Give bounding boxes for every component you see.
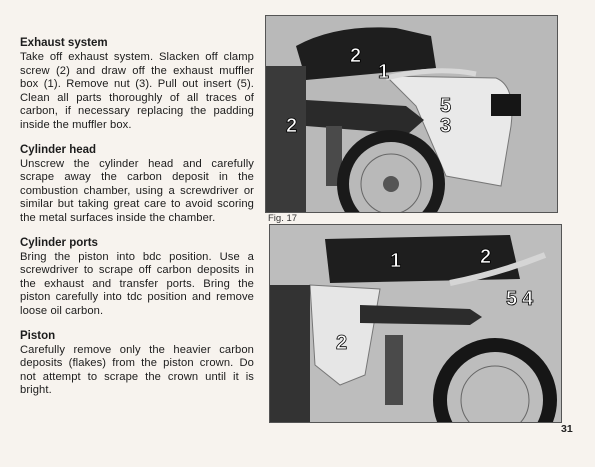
callout-2b: 2 (336, 332, 348, 354)
text-column (20, 36, 254, 408)
section-body: Unscrew the cylinder head and carefully scrape away the carbon deposit in the combustion chamber, using a screwdriver or similar but taking great care to avoid scoring the metal surfaces inside the chamber. (20, 157, 254, 224)
callout-5: 5 (506, 288, 518, 310)
section-exhaust-system (20, 36, 254, 133)
callout-2: 2 (480, 246, 492, 268)
callout-3: 3 (440, 115, 452, 137)
callout-4: 4 (522, 288, 534, 310)
callout-2b: 2 (286, 115, 298, 137)
section-cylinder-ports (20, 236, 254, 319)
section-cylinder-head (20, 143, 254, 226)
page-number: 31 (561, 423, 573, 435)
section-heading: Piston (20, 329, 56, 342)
section-piston (20, 329, 254, 398)
section-heading: Cylinder head (20, 143, 97, 156)
section-heading: Cylinder ports (20, 236, 98, 249)
exhaust-photo-top (265, 15, 558, 213)
callout-1: 1 (390, 250, 402, 272)
callout-2: 2 (350, 45, 362, 67)
section-body: Take off exhaust system. Slacken off clamp screw (2) and draw off the exhaust muffler box (1). Remove nut (3). Pull out insert (5). Clean all parts thoroughly of all traces of carbon, if necessary replacing the padding inside the muffler box. (20, 51, 254, 131)
section-body: Carefully remove only the heavier carbon deposits (flakes) from the piston crown. Do not attempt to scrape the crown until it is bright. (20, 343, 254, 397)
callout-5: 5 (440, 95, 452, 117)
callout-1: 1 (378, 61, 390, 83)
figure-caption: Fig. 17 (268, 213, 298, 224)
section-heading: Exhaust system (20, 37, 108, 49)
exhaust-photo-bottom (269, 224, 562, 423)
section-body: Bring the piston into bdc position. Use a screwdriver to scrape off carbon deposits in the exhaust and transfer ports. Bring the piston carefully into tdc position and remove loose oil carbon. (20, 250, 254, 317)
